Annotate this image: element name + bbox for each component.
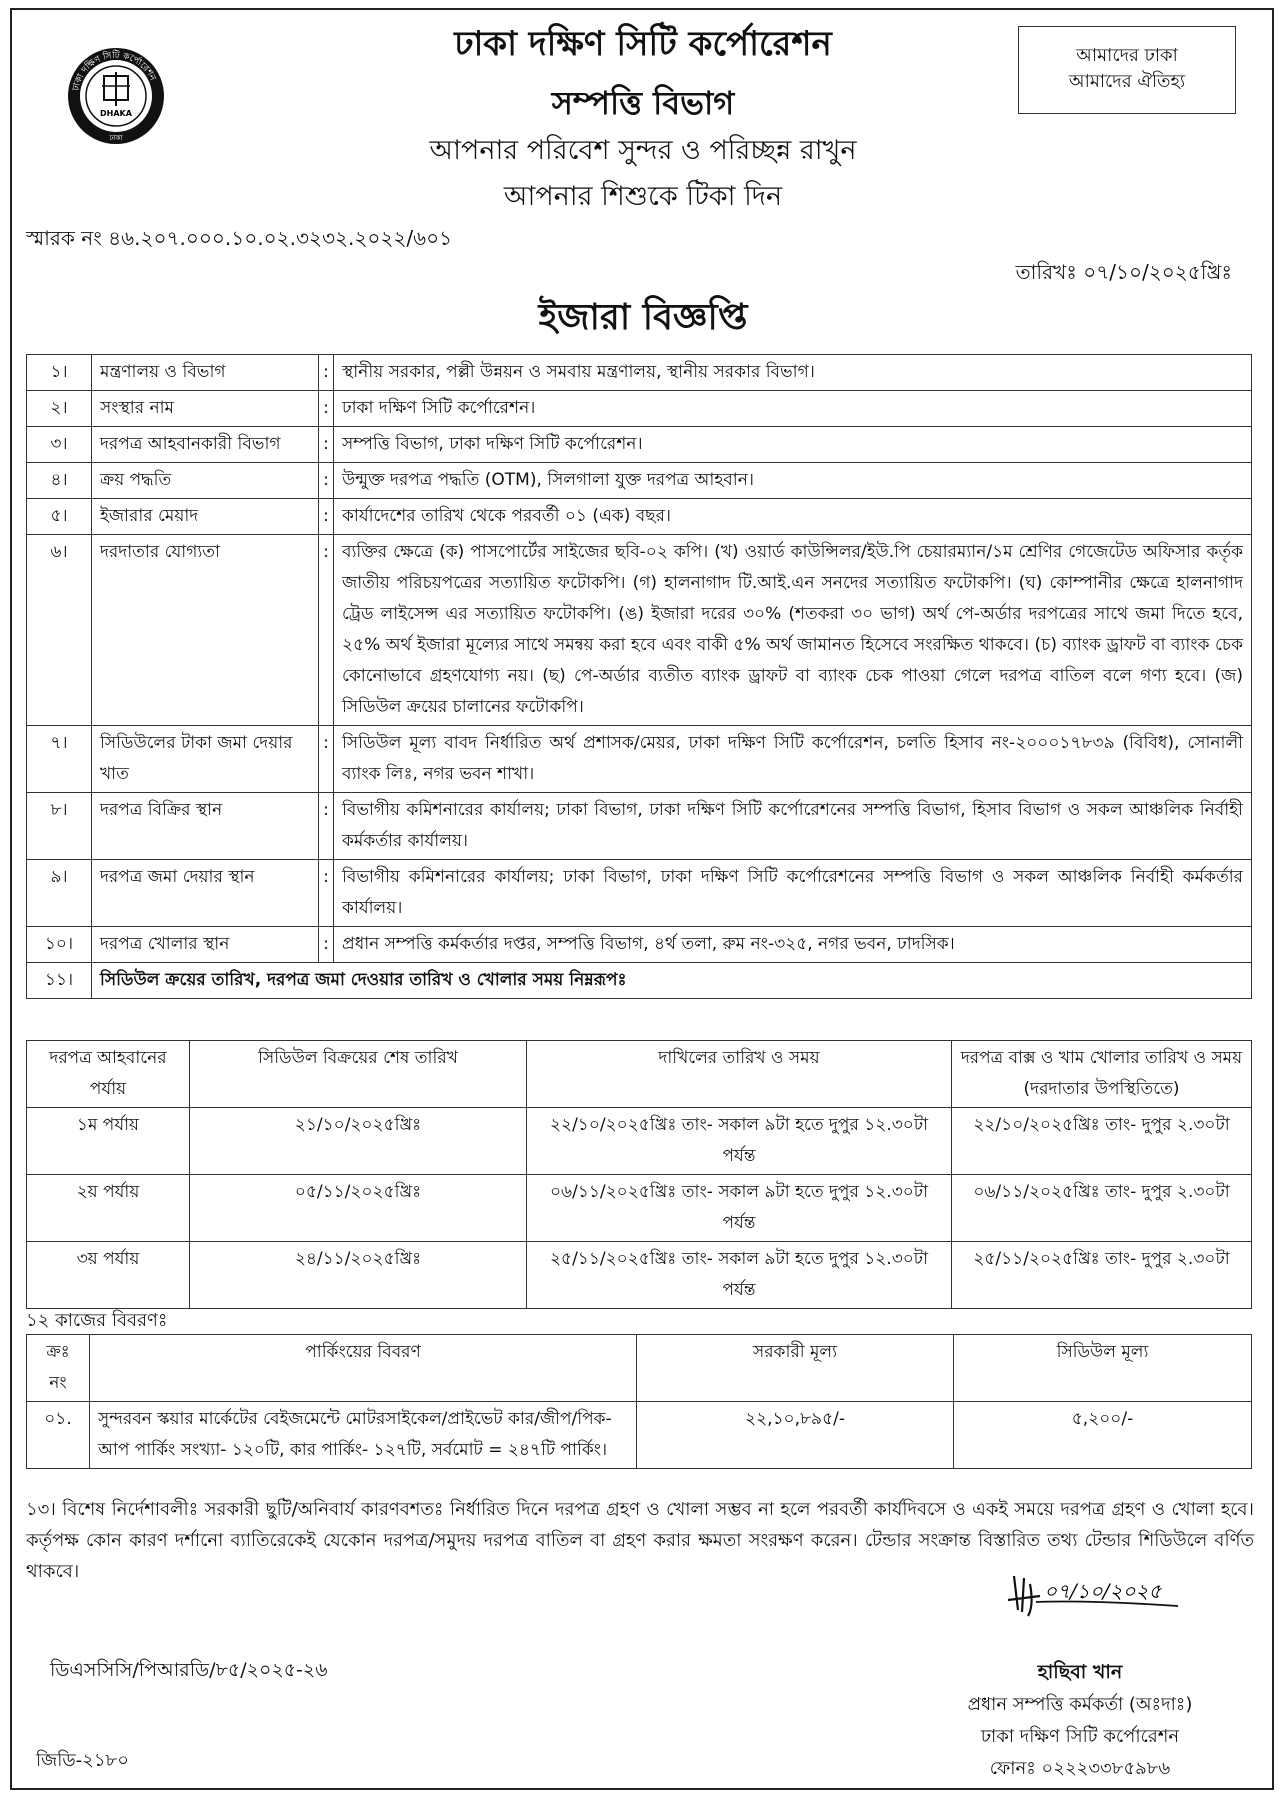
- item-value: উন্মুক্ত দরপত্র পদ্ধতি (OTM), সিলগালা যুক্ত দরপত্র আহবান।: [334, 463, 1252, 499]
- department-name: সম্পত্তি বিভাগ: [551, 84, 735, 122]
- table-row: [27, 463, 1252, 499]
- work-header-row: [27, 1335, 1252, 1402]
- item-number: ৬।: [27, 535, 92, 726]
- table-row: [27, 535, 1252, 726]
- table-row: [27, 355, 1252, 391]
- item-label: দরপত্র বিক্রির স্থান: [92, 793, 319, 860]
- item-colon: :: [319, 499, 334, 535]
- item-label: মন্ত্রণালয় ও বিভাগ: [92, 355, 319, 391]
- item-value: ঢাকা দক্ষিণ সিটি কর্পোরেশন।: [334, 391, 1252, 427]
- schedule-opening: ০৬/১১/২০২৫খ্রিঃ তাং- দুপুর ২.৩০টা: [952, 1175, 1252, 1242]
- item-colon: :: [319, 391, 334, 427]
- item-label: সংস্থার নাম: [92, 391, 319, 427]
- slogan-environment: আপনার পরিবেশ সুন্দর ও পরিচ্ছন্ন রাখুন: [429, 135, 857, 166]
- motto-box: [1018, 26, 1236, 114]
- table-row: [27, 726, 1252, 793]
- item-colon: :: [319, 860, 334, 927]
- work-header-serial: ক্রঃ নং: [27, 1335, 90, 1402]
- schedule-submission: ২৫/১১/২০২৫খ্রিঃ তাং- সকাল ৯টা হতে দুপুর ১২.৩০টা পর্যন্ত: [527, 1242, 952, 1309]
- item-label: ইজারার মেয়াদ: [92, 499, 319, 535]
- table-row: [27, 1242, 1252, 1309]
- item-number: ১০।: [27, 927, 92, 963]
- item-number: ৫।: [27, 499, 92, 535]
- signatory-name: হাছিবা খান: [1037, 1661, 1123, 1683]
- schedule-phase: ৩য় পর্যায়: [27, 1242, 190, 1309]
- item-label: দরপত্র জমা দেয়ার স্থান: [92, 860, 319, 927]
- work-description-table: [26, 1334, 1252, 1469]
- slogan-vaccine: আপনার শিশুকে টিকা দিন: [503, 181, 783, 212]
- item-label: দরদাতার যোগ্যতা: [92, 535, 319, 726]
- item-value: ব্যক্তির ক্ষেত্রে (ক) পাসপোর্টের সাইজের ছবি-০২ কপি। (খ) ওয়ার্ড কাউন্সিলর/ইউ.পি চেয়ারম্যান/১ম শ্রেণির গেজেটেড অফিসার কর্তৃক জাতীয় পরিচয়পত্রের সত্যায়িত ফটোকপি। (গ) হালনাগাদ টি.আই.এন সনদের সত্যায়িত ফটোকপি। (ঘ) কোম্পানীর ক্ষেত্রে হালনাগাদ ট্রেড লাইসেন্স এর সত্যায়িত ফটোকপি। (ঙ) ইজারা দরের ৩০% (শতকরা ৩০ ভাগ) অর্থ পে-অর্ডার দরপত্রের সাথে জমা দিতে হবে, ২৫% অর্থ ইজারা মূল্যের সাথে সমন্বয় করা হবে এবং বাকী ৫% অর্থ জামানত হিসেবে সংরক্ষিত থাকবে। (চ) ব্যাংক ড্রাফট বা ব্যাংক চেক কোনোভাবে গ্রহণযোগ্য নয়। (ছ) পে-অর্ডার ব্যতীত ব্যাংক ড্রাফট বা ব্যাংক চেক পাওয়া গেলে দরপত্র বাতিল বলে গণ্য হবে। (জ) সিডিউল ক্রয়ের চালানের ফটোকপি।: [334, 535, 1252, 726]
- schedule-last-date: ২৪/১১/২০২৫খ্রিঃ: [190, 1242, 527, 1309]
- item-colon: :: [319, 793, 334, 860]
- gd-number: জিডি-২১৮০: [36, 1750, 129, 1771]
- work-schedule-price: ৫,২০০/-: [954, 1402, 1252, 1469]
- table-row: [27, 391, 1252, 427]
- schedule-opening: ২২/১০/২০২৫খ্রিঃ তাং- দুপুর ২.৩০টা: [952, 1108, 1252, 1175]
- table-row: [27, 1108, 1252, 1175]
- motto-line-2: আমাদের ঐতিহ্য: [1068, 71, 1186, 92]
- notice-date: তারিখঃ ০৭/১০/২০২৫খ্রিঃ: [1015, 260, 1232, 284]
- item-label: দরপত্র আহবানকারী বিভাগ: [92, 427, 319, 463]
- schedule-phase: ১ম পর্যায়: [27, 1108, 190, 1175]
- item-number: ১।: [27, 355, 92, 391]
- item-colon: :: [319, 427, 334, 463]
- work-description-heading: ১২ কাজের বিবরণঃ: [26, 1310, 168, 1331]
- work-govt-price: ২২,১০,৮৯৫/-: [637, 1402, 954, 1469]
- schedule-phase: ২য় পর্যায়: [27, 1175, 190, 1242]
- item-colon: :: [319, 927, 334, 963]
- table-row: [27, 793, 1252, 860]
- memo-number: স্মারক নং ৪৬.২০৭.০০০.১০.০২.৩২৩২.২০২২/৬০১: [26, 226, 453, 250]
- item-value: স্থানীয় সরকার, পল্লী উন্নয়ন ও সমবায় মন্ত্রণালয়, স্থানীয় সরকার বিভাগ।: [334, 355, 1252, 391]
- item-value: সিডিউল মূল্য বাবদ নির্ধারিত অর্থ প্রশাসক/মেয়র, ঢাকা দক্ষিণ সিটি কর্পোরেশন, চলতি হিসাব নং-২০০০১৭৮৩৯ (বিবিধ), সোনালী ব্যাংক লিঃ, নগর ভবন শাখা।: [334, 726, 1252, 793]
- item-number: ১১।: [27, 963, 92, 999]
- item-value: সম্পত্তি বিভাগ, ঢাকা দক্ষিণ সিটি কর্পোরেশন।: [334, 427, 1252, 463]
- item-number: ২।: [27, 391, 92, 427]
- item-value: বিভাগীয় কমিশনারের কার্যালয়; ঢাকা বিভাগ, ঢাকা দক্ষিণ সিটি কর্পোরেশনের সম্পত্তি বিভাগ ও সকল আঞ্চলিক নির্বাহী কর্মকর্তার কার্যালয়।: [334, 860, 1252, 927]
- special-instructions: ১৩। বিশেষ নির্দেশাবলীঃ সরকারী ছুটি/অনিবার্য কারণবশতঃ নির্ধারিত দিনে দরপত্র গ্রহণ ও খোলা সম্ভব না হলে পরবর্তী কার্যদিবসে ও একই সময়ে দরপত্র গ্রহণ ও খোলা হবে। কর্তৃপক্ষ কোন কারণ দর্শানো ব্যাতিরেকেই যেকোন দরপত্র/সমুদয় দরপত্র বাতিল বা গ্রহণ করার ক্ষমতা সংরক্ষণ করেন। টেন্ডার সংক্রান্ত বিস্তারিত তথ্য টেন্ডার শিডিউলে বর্ণিত থাকবে।: [26, 1499, 1254, 1582]
- table-row: [27, 1175, 1252, 1242]
- work-header-parking: পার্কিংয়ের বিবরণ: [90, 1335, 637, 1402]
- signatory-organization: ঢাকা দক্ষিণ সিটি কর্পোরেশন: [980, 1726, 1180, 1747]
- item-number: ৭।: [27, 726, 92, 793]
- motto-line-1: আমাদের ঢাকা: [1076, 45, 1178, 66]
- work-parking-description: সুন্দরবন স্কয়ার মার্কেটের বেইজমেন্টে মোটরসাইকেল/প্রাইভেট কার/জীপ/পিক-আপ পার্কিং সংখ্যা- ১২০টি, কার পার্কিং- ১২৭টি, সর্বমোট = ২৪৭টি পার্কিং।: [90, 1402, 637, 1469]
- table-row: [27, 1402, 1252, 1469]
- seal-text: ঢাকা দক্ষিণ সিটি কর্পোরেশন: [71, 50, 158, 92]
- signature-date: ০৭/১০/২০২৫: [1044, 1579, 1162, 1603]
- work-header-schedule-price: সিডিউল মূল্য: [954, 1335, 1252, 1402]
- table-row: [27, 427, 1252, 463]
- item-label: সিডিউলের টাকা জমা দেয়ার খাত: [92, 726, 319, 793]
- item-value: বিভাগীয় কমিশনারের কার্যালয়; ঢাকা বিভাগ, ঢাকা দক্ষিণ সিটি কর্পোরেশনের সম্পত্তি বিভাগ, হিসাব বিভাগ ও সকল আঞ্চলিক নির্বাহী কর্মকর্তার কার্যালয়।: [334, 793, 1252, 860]
- org-name: ঢাকা দক্ষিণ সিটি কর্পোরেশন: [454, 24, 832, 64]
- item-colon: :: [319, 463, 334, 499]
- schedule-header-opening: দরপত্র বাক্স ও খাম খোলার তারিখ ও সময় (দরদাতার উপস্থিতিতে): [952, 1041, 1252, 1108]
- schedule-header-row: [27, 1041, 1252, 1108]
- item-number: ৪।: [27, 463, 92, 499]
- item-11-heading: সিডিউল ক্রয়ের তারিখ, দরপত্র জমা দেওয়ার তারিখ ও খোলার সময় নিম্নরূপঃ: [92, 963, 1252, 999]
- schedule-table: [26, 1040, 1252, 1309]
- schedule-submission: ০৬/১১/২০২৫খ্রিঃ তাং- সকাল ৯টা হতে দুপুর ১২.৩০টা পর্যন্ত: [527, 1175, 952, 1242]
- item-colon: :: [319, 726, 334, 793]
- item-value: কার্যাদেশের তারিখ থেকে পরবর্তী ০১ (এক) বছর।: [334, 499, 1252, 535]
- work-header-govt-price: সরকারী মূল্য: [637, 1335, 954, 1402]
- table-row: [27, 927, 1252, 963]
- schedule-opening: ২৫/১১/২০২৫খ্রিঃ তাং- দুপুর ২.৩০টা: [952, 1242, 1252, 1309]
- table-row: [27, 963, 1252, 999]
- notice-title: ইজারা বিজ্ঞপ্তি: [538, 297, 748, 338]
- schedule-submission: ২২/১০/২০২৫খ্রিঃ তাং- সকাল ৯টা হতে দুপুর ১২.৩০টা পর্যন্ত: [527, 1108, 952, 1175]
- item-number: ৩।: [27, 427, 92, 463]
- item-value: প্রধান সম্পত্তি কর্মকর্তার দপ্তর, সম্পত্তি বিভাগ, ৪র্থ তলা, রুম নং-৩২৫, নগর ভবন, ঢাদসিক।: [334, 927, 1252, 963]
- seal-bottom-text: ঢাকা: [109, 134, 123, 142]
- table-row: [27, 499, 1252, 535]
- item-label: দরপত্র খোলার স্থান: [92, 927, 319, 963]
- seal-city: DHAKA: [100, 109, 132, 118]
- schedule-header-submission: দাখিলের তারিখ ও সময়: [527, 1041, 952, 1108]
- item-colon: :: [319, 535, 334, 726]
- signatory-phone: ফোনঃ ০২২২৩৩৮৫৯৮৬: [989, 1758, 1171, 1779]
- signatory-designation: প্রধান সম্পত্তি কর্মকর্তা (অঃদাঃ): [967, 1694, 1193, 1715]
- item-number: ৮।: [27, 793, 92, 860]
- item-label: ক্রয় পদ্ধতি: [92, 463, 319, 499]
- schedule-header-last-date: সিডিউল বিক্রয়ের শেষ তারিখ: [190, 1041, 527, 1108]
- item-colon: :: [319, 355, 334, 391]
- schedule-header-phase: দরপত্র আহবানের পর্যায়: [27, 1041, 190, 1108]
- work-serial: ০১.: [27, 1402, 90, 1469]
- schedule-last-date: ০৫/১১/২০২৫খ্রিঃ: [190, 1175, 527, 1242]
- table-row: [27, 860, 1252, 927]
- item-number: ৯।: [27, 860, 92, 927]
- signature-icon: [1000, 1566, 1190, 1626]
- notice-items-table: [26, 354, 1252, 999]
- schedule-last-date: ২১/১০/২০২৫খ্রিঃ: [190, 1108, 527, 1175]
- reference-number: ডিএসসিসি/পিআরডি/৮৫/২০২৫-২৬: [50, 1659, 328, 1681]
